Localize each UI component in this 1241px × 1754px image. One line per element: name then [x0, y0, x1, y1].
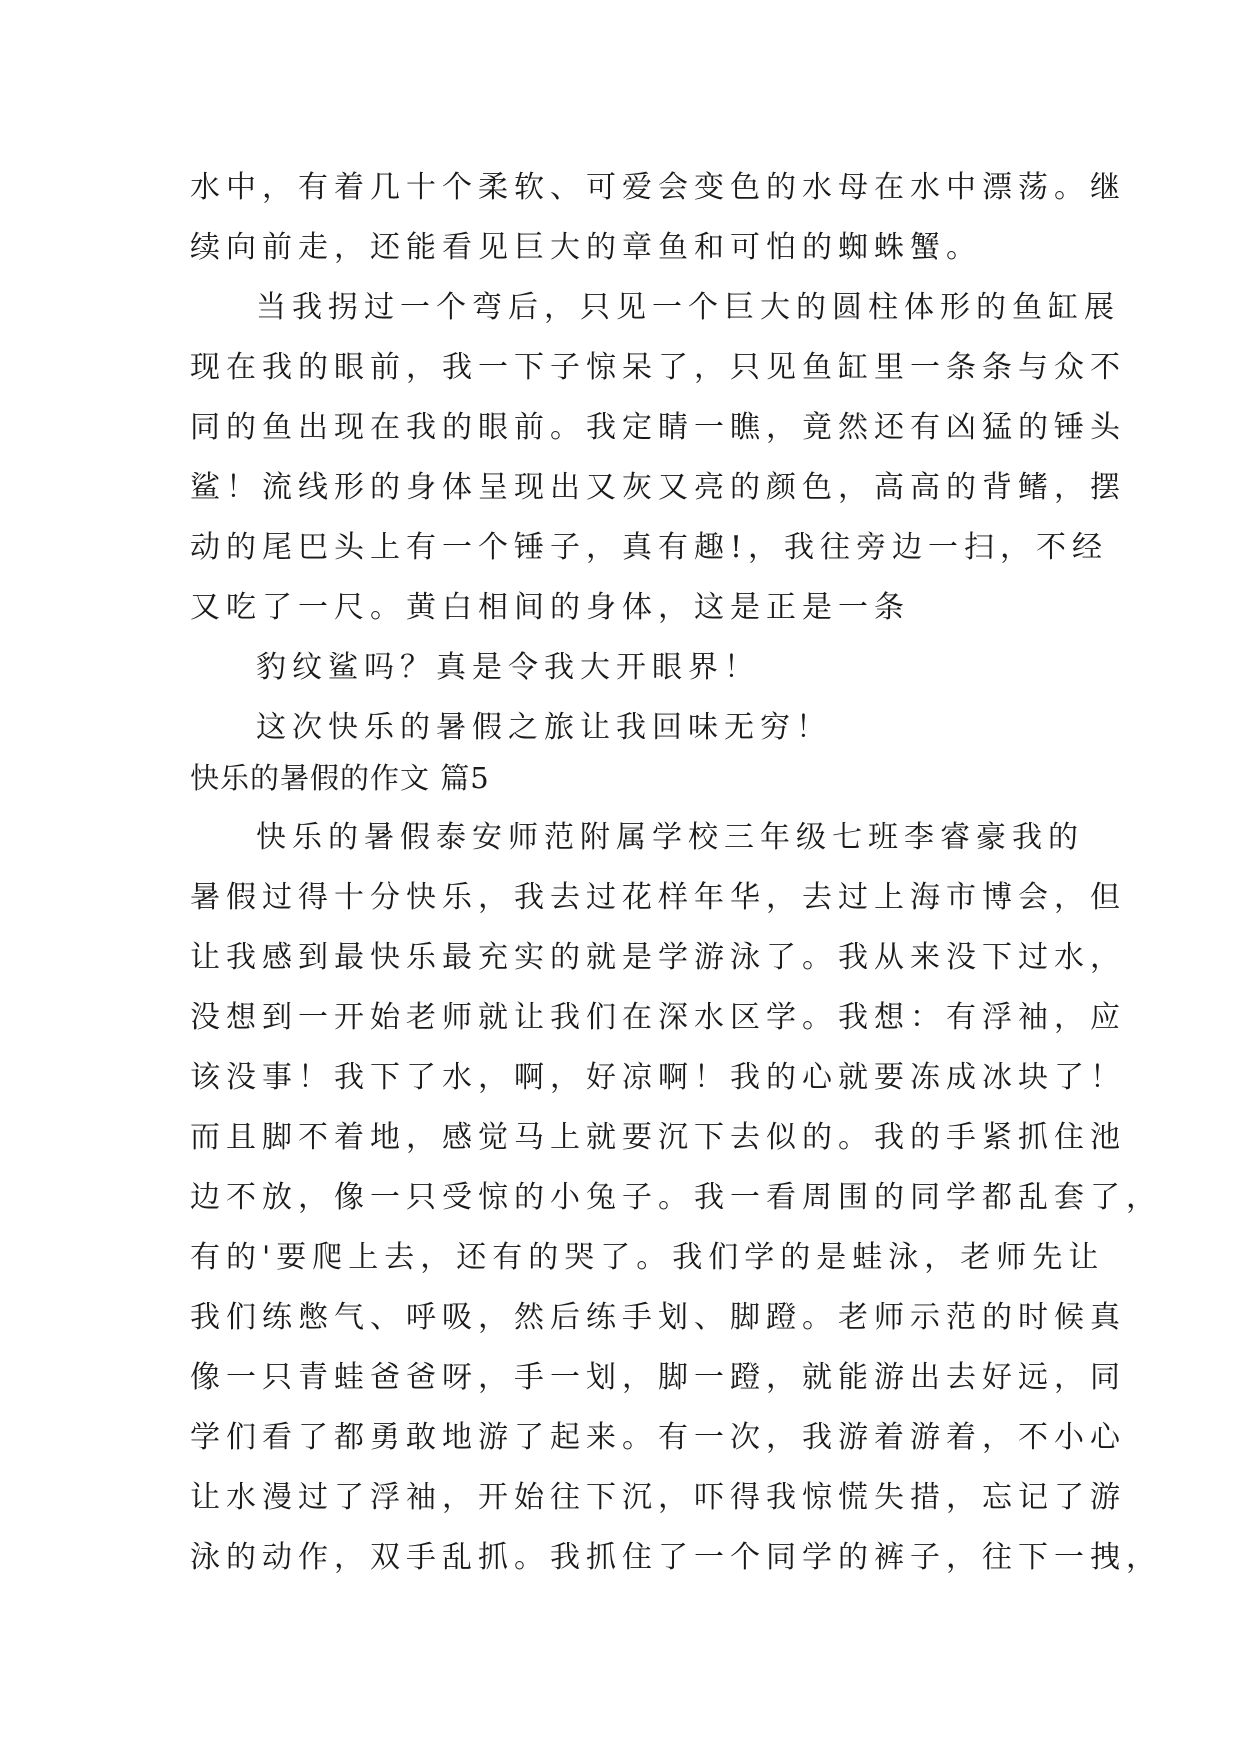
text-line-5: 同的鱼出现在我的眼前。我定睛一瞧，竟然还有凶猛的锤头: [190, 410, 1126, 445]
text-line-6: 鲨！流线形的身体呈现出又灰又亮的颜色，高高的背鳍，摆: [190, 470, 1126, 505]
text-line-11: 快乐的暑假泰安师范附属学校三年级七班李睿豪我的: [256, 820, 1084, 855]
text-line-10: 这次快乐的暑假之旅让我回味无穷！: [256, 710, 832, 745]
text-line-8: 又吃了一尺。黄白相间的身体，这是正是一条: [190, 590, 910, 625]
text-line-3: 当我拐过一个弯后，只见一个巨大的圆柱体形的鱼缸展: [256, 290, 1120, 325]
text-line-23: 泳的动作，双手乱抓。我抓住了一个同学的裤子，往下一拽，: [190, 1540, 1162, 1575]
text-line-2: 续向前走，还能看见巨大的章鱼和可怕的蜘蛛蟹。: [190, 230, 982, 265]
text-line-15: 该没事！我下了水，啊，好凉啊！我的心就要冻成冰块了！: [190, 1060, 1126, 1095]
text-line-20: 像一只青蛙爸爸呀，手一划，脚一蹬，就能游出去好远，同: [190, 1360, 1126, 1395]
text-line-13: 让我感到最快乐最充实的就是学游泳了。我从来没下过水，: [190, 940, 1126, 975]
text-line-22: 让水漫过了浮袖，开始往下沉，吓得我惊慌失措，忘记了游: [190, 1480, 1126, 1515]
text-line-1: 水中，有着几十个柔软、可爱会变色的水母在水中漂荡。继: [190, 170, 1126, 205]
text-line-21: 学们看了都勇敢地游了起来。有一次，我游着游着，不小心: [190, 1420, 1126, 1455]
text-line-18: 有的'要爬上去，还有的哭了。我们学的是蛙泳，老师先让: [190, 1240, 1105, 1275]
text-line-9: 豹纹鲨吗？真是令我大开眼界！: [256, 650, 760, 685]
text-line-19: 我们练憋气、呼吸，然后练手划、脚蹬。老师示范的时候真: [190, 1300, 1126, 1335]
section-heading: 快乐的暑假的作文 篇5: [190, 761, 490, 795]
text-line-7: 动的尾巴头上有一个锤子，真有趣!，我往旁边一扫，不经: [190, 530, 1109, 565]
text-line-14: 没想到一开始老师就让我们在深水区学。我想：有浮袖，应: [190, 1000, 1126, 1035]
text-line-4: 现在我的眼前，我一下子惊呆了，只见鱼缸里一条条与众不: [190, 350, 1126, 385]
text-line-16: 而且脚不着地，感觉马上就要沉下去似的。我的手紧抓住池: [190, 1120, 1126, 1155]
text-line-12: 暑假过得十分快乐，我去过花样年华，去过上海市博会，但: [190, 880, 1126, 915]
text-line-17: 边不放，像一只受惊的小兔子。我一看周围的同学都乱套了，: [190, 1180, 1162, 1215]
